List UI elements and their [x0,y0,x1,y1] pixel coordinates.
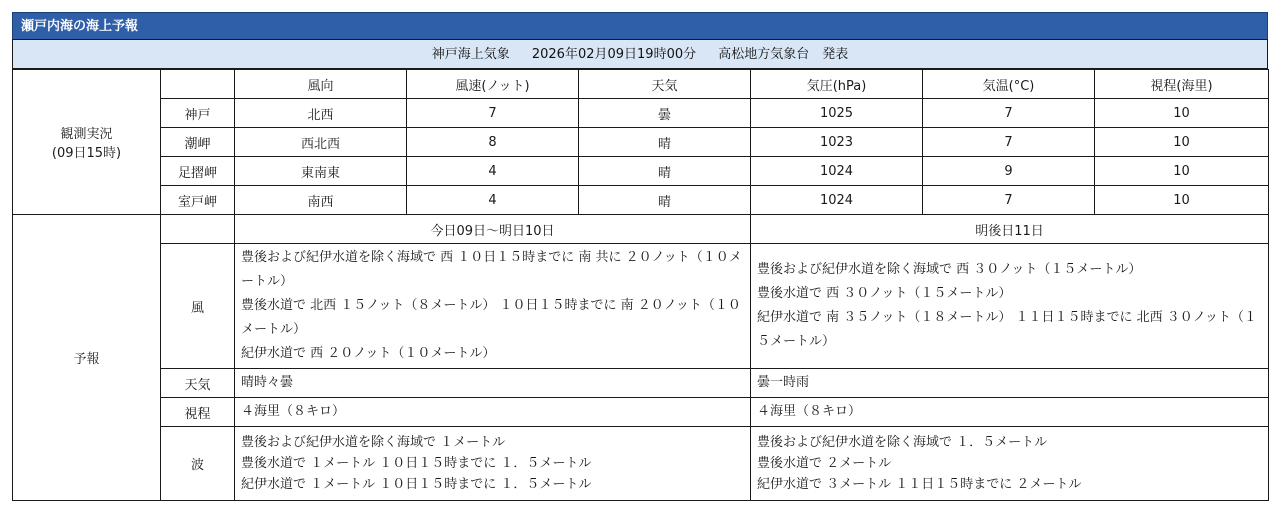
observation-row [13,157,1269,186]
cell-wind-speed: 4 [407,157,579,186]
forecast-wave-row [13,427,1269,501]
weather-forecast-1: 晴時々曇 [235,369,751,398]
cell-visibility: 10 [1095,186,1269,215]
wave-label: 波 [161,427,235,501]
observation-header-empty [161,70,235,99]
cell-weather: 晴 [579,186,751,215]
forecast-panel [12,12,1268,501]
cell-pressure: 1023 [751,128,923,157]
wave-line: 豊後および紀伊水道を除く海域で １．５メートル [757,435,1048,450]
wind-label: 風 [161,244,235,369]
wind-line: 豊後および紀伊水道を除く海域で 西 １０日１５時までに 南 共に ２０ノット（１０メートル） [241,250,742,289]
observation-row [13,186,1269,215]
station-name: 足摺岬 [161,157,235,186]
cell-wind-speed: 4 [407,186,579,215]
header-wind-direction: 風向 [235,70,407,99]
cell-wind-speed: 8 [407,128,579,157]
forecast-period-1: 今日09日〜明日10日 [235,215,751,244]
issue-line [12,39,1268,69]
page-title: 瀬戸内海の海上予報 [12,12,1268,39]
wave-line: 豊後水道で ２メートル [757,456,892,471]
issue-source: 神戸海上気象 [431,47,510,62]
wind-line: 豊後水道で 北西 １５ノット（８メートル） １０日１５時までに 南 ２０ノット（１０メートル） [241,298,741,337]
cell-visibility: 10 [1095,128,1269,157]
header-temperature: 気温(°C) [923,70,1095,99]
forecast-visibility-row [13,398,1269,427]
station-name: 神戸 [161,99,235,128]
wave-forecast-2 [751,427,1269,501]
cell-pressure: 1025 [751,99,923,128]
cell-wind-direction: 東南東 [235,157,407,186]
forecast-wind-row [13,244,1269,369]
header-weather: 天気 [579,70,751,99]
weather-forecast-2: 曇一時雨 [751,369,1269,398]
cell-weather: 曇 [579,99,751,128]
forecast-period-2: 明後日11日 [751,215,1269,244]
wind-line: 紀伊水道で 西 ２０ノット（１０メートル） [241,346,496,361]
forecast-table [12,69,1269,501]
cell-temperature: 7 [923,128,1095,157]
header-wind-speed: 風速(ノット) [407,70,579,99]
cell-temperature: 9 [923,157,1095,186]
station-name: 潮岬 [161,128,235,157]
wave-forecast-1 [235,427,751,501]
observation-label-line1: 観測実況 [60,127,113,142]
weather-label: 天気 [161,369,235,398]
observation-header-row [13,70,1269,99]
cell-pressure: 1024 [751,157,923,186]
forecast-period-row [13,215,1269,244]
wave-line: 紀伊水道で ３メートル １１日１５時までに ２メートル [757,477,1082,492]
cell-visibility: 10 [1095,99,1269,128]
cell-wind-speed: 7 [407,99,579,128]
observation-label [13,70,161,215]
wave-line: 豊後および紀伊水道を除く海域で １メートル [241,435,506,450]
station-name: 室戸岬 [161,186,235,215]
cell-visibility: 10 [1095,157,1269,186]
observation-label-line2: (09日15時) [51,146,122,161]
header-visibility: 視程(海里) [1095,70,1269,99]
cell-wind-direction: 西北西 [235,128,407,157]
forecast-label: 予報 [13,215,161,501]
cell-wind-direction: 南西 [235,186,407,215]
wind-line: 豊後および紀伊水道を除く海域で 西 ３０ノット（１５メートル） [757,262,1142,277]
observation-row [13,128,1269,157]
wind-line: 紀伊水道で 南 ３５ノット（１８メートル） １１日１５時までに 北西 ３０ノット（１５メートル） [757,310,1257,349]
cell-wind-direction: 北西 [235,99,407,128]
issue-datetime: 2026年02月09日19時00分 [531,47,697,62]
wind-line: 豊後水道で 西 ３０ノット（１５メートル） [757,286,1012,301]
wave-line: 紀伊水道で １メートル １０日１５時までに １．５メートル [241,477,592,492]
wave-line: 豊後水道で １メートル １０日１５時までに １．５メートル [241,456,592,471]
header-pressure: 気圧(hPa) [751,70,923,99]
wind-forecast-2 [751,244,1269,369]
forecast-weather-row [13,369,1269,398]
visibility-label: 視程 [161,398,235,427]
visibility-forecast-2: ４海里（８キロ） [751,398,1269,427]
cell-weather: 晴 [579,128,751,157]
observation-row [13,99,1269,128]
cell-temperature: 7 [923,186,1095,215]
cell-pressure: 1024 [751,186,923,215]
cell-temperature: 7 [923,99,1095,128]
issue-office: 高松地方気象台 発表 [718,47,849,62]
wind-forecast-1 [235,244,751,369]
visibility-forecast-1: ４海里（８キロ） [235,398,751,427]
cell-weather: 晴 [579,157,751,186]
forecast-header-empty [161,215,235,244]
